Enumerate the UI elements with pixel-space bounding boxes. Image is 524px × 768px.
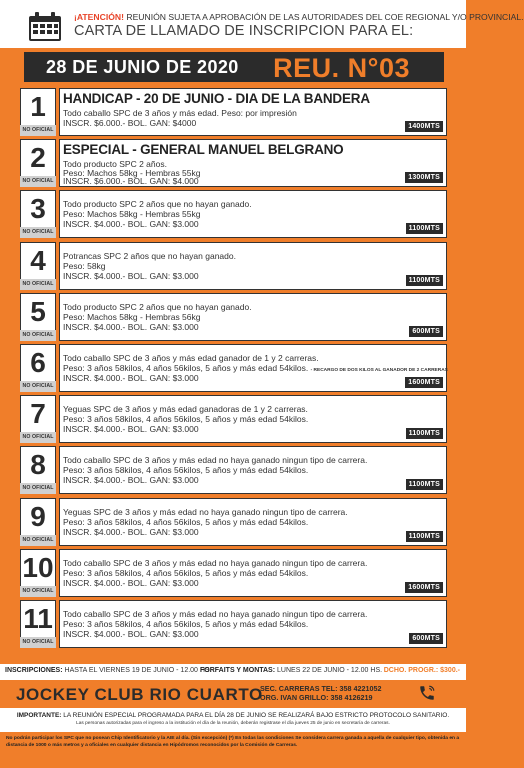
race-condition-text: Peso: 3 años 58kilos, 4 años 56kilos, 5 años y más edad 54kilos. bbox=[63, 465, 309, 476]
race-condition-line bbox=[63, 424, 199, 434]
race-number: 1 bbox=[30, 91, 46, 122]
race-condition-line bbox=[63, 312, 200, 322]
race-condition-text: Todo producto SPC 2 años que no hayan ganado. bbox=[63, 301, 252, 312]
phone-line-1: SEC. CARRERAS TEL: 358 4221052 bbox=[260, 684, 382, 693]
race-condition-line bbox=[63, 271, 199, 281]
race-distance: 1100MTS bbox=[406, 275, 443, 286]
race-condition-line bbox=[63, 199, 252, 209]
program-fee: DCHO. PROGR.: $300.- bbox=[383, 667, 460, 674]
race-details bbox=[59, 242, 447, 290]
race-number-box bbox=[20, 88, 56, 136]
race-condition-line bbox=[63, 619, 308, 629]
race-status-label: NO OFICIAL bbox=[20, 381, 56, 392]
race-distance: 1300MTS bbox=[405, 172, 443, 183]
race-card bbox=[20, 293, 448, 341]
race-condition-line bbox=[63, 373, 199, 383]
race-condition-text: INSCR. $6.000.- BOL. GAN: $4.000 bbox=[63, 176, 199, 187]
inscriptions-bar bbox=[0, 664, 466, 680]
race-card bbox=[20, 395, 448, 443]
race-distance: 1100MTS bbox=[406, 479, 443, 490]
race-condition-line bbox=[63, 302, 252, 312]
race-distance: 1100MTS bbox=[406, 531, 443, 542]
race-condition-line bbox=[63, 629, 199, 639]
race-condition-line bbox=[63, 475, 199, 485]
race-condition-line bbox=[63, 414, 308, 424]
race-number: 3 bbox=[30, 193, 46, 225]
race-details bbox=[59, 88, 447, 136]
race-condition-line bbox=[63, 465, 308, 475]
race-status-label: NO OFICIAL bbox=[20, 227, 56, 238]
race-condition-text: Peso: Machos 58kg - Hembras 56kg bbox=[63, 311, 201, 322]
race-condition-line bbox=[63, 108, 297, 118]
attention-label: ¡ATENCIÓN! bbox=[74, 12, 124, 22]
race-condition-line bbox=[63, 251, 236, 261]
race-details bbox=[59, 446, 447, 494]
forfaits-deadline bbox=[200, 667, 382, 674]
race-condition-text: INSCR. $4.000.- BOL. GAN: $3.000 bbox=[63, 628, 199, 639]
race-number-box bbox=[20, 293, 56, 341]
race-condition-line bbox=[63, 578, 199, 588]
race-card bbox=[20, 549, 448, 597]
race-status-label: NO OFICIAL bbox=[20, 330, 56, 341]
race-number: 10 bbox=[22, 551, 54, 583]
attention-line bbox=[74, 12, 524, 22]
race-number-box bbox=[20, 242, 56, 290]
race-status-label: NO OFICIAL bbox=[20, 586, 56, 597]
race-number: 11 bbox=[23, 602, 53, 634]
race-number: 8 bbox=[30, 449, 46, 481]
race-condition-text: INSCR. $4.000.- BOL. GAN: $3.000 bbox=[63, 526, 199, 537]
race-condition-text: INSCR. $4.000.- BOL. GAN: $3.000 bbox=[63, 219, 199, 230]
important-notice bbox=[0, 708, 466, 732]
race-condition-text: Peso: Machos 58kg - Hembras 55kg bbox=[63, 209, 201, 220]
race-details bbox=[59, 344, 447, 392]
race-condition-text: Peso: 3 años 58kilos, 4 años 56kilos, 5 años y más edad 54kilos. bbox=[63, 516, 309, 527]
inscriptions-label: INSCRIPCIONES: bbox=[5, 667, 63, 674]
race-details bbox=[59, 190, 447, 238]
race-title: HANDICAP - 20 DE JUNIO - DIA DE LA BANDERA bbox=[63, 91, 370, 106]
reunion-number: REU. N°03 bbox=[273, 53, 410, 83]
race-condition-text: INSCR. $4.000.- BOL. GAN: $3.000 bbox=[63, 372, 199, 383]
race-condition-text: Todo caballo SPC de 3 años y más edad. Peso: por impresión bbox=[63, 108, 297, 118]
phone-line-2: ORG. IVAN GRILLO: 358 4126219 bbox=[260, 693, 373, 702]
date-bar bbox=[24, 52, 444, 82]
race-status-label: NO OFICIAL bbox=[20, 279, 56, 290]
race-card bbox=[20, 446, 448, 494]
race-condition-text: Peso: 3 años 58kilos, 4 años 56kilos, 5 años y más edad 54kilos. bbox=[63, 414, 309, 425]
race-condition-line bbox=[63, 507, 348, 517]
race-condition-text: INSCR. $4.000.- BOL. GAN: $3.000 bbox=[63, 321, 199, 332]
race-condition-text: INSCR. $6.000.- BOL. GAN: $4000 bbox=[63, 118, 197, 128]
race-note: - RECARGO DE DOS KILOS AL GANADOR DE 2 CARRERAS bbox=[310, 367, 448, 373]
race-number-box bbox=[20, 600, 56, 648]
race-title: ESPECIAL - GENERAL MANUEL BELGRANO bbox=[63, 142, 344, 158]
race-card bbox=[20, 190, 448, 238]
race-condition-line bbox=[63, 558, 367, 568]
race-card bbox=[20, 498, 448, 546]
race-number-box bbox=[20, 139, 56, 187]
race-status-label: NO OFICIAL bbox=[20, 483, 56, 494]
race-condition-line bbox=[63, 404, 308, 414]
race-condition-text: Peso: 58kg bbox=[63, 260, 106, 271]
race-distance: 1100MTS bbox=[406, 223, 443, 234]
race-number-box bbox=[20, 190, 56, 238]
race-details bbox=[59, 498, 447, 546]
race-list bbox=[20, 88, 448, 651]
forfaits-label: FORFAITS Y MONTAS: bbox=[200, 667, 276, 674]
race-card bbox=[20, 242, 448, 290]
race-number-box bbox=[20, 498, 56, 546]
race-card bbox=[20, 600, 448, 648]
meeting-date: 28 DE JUNIO DE 2020 bbox=[46, 57, 239, 77]
attention-text: REUNIÓN SUJETA A APROBACIÓN DE LAS AUTORIDADES DEL COE REGIONAL Y/O PROVINCIAL. bbox=[126, 12, 524, 22]
race-condition-text: Peso: 3 años 58kilos, 4 años 56kilos, 5 años y más edad 54kilos. bbox=[63, 567, 309, 578]
race-condition-text: Todo producto SPC 2 años que no hayan ganado. bbox=[63, 199, 252, 210]
race-distance: 1400MTS bbox=[405, 121, 443, 132]
carta-title: CARTA DE LLAMADO DE INSCRIPCION PARA EL: bbox=[74, 23, 414, 39]
race-condition-text: Yeguas SPC de 3 años y más edad no haya ganado ningun tipo de carrera. bbox=[63, 506, 348, 517]
race-number-box bbox=[20, 446, 56, 494]
inscriptions-text: HASTA EL VIERNES 19 DE JUNIO - 12.00 HS. bbox=[64, 667, 212, 674]
race-details bbox=[59, 139, 447, 187]
race-number-box bbox=[20, 344, 56, 392]
race-condition-line bbox=[63, 609, 367, 619]
race-condition-line bbox=[63, 568, 308, 578]
race-status-label: NO OFICIAL bbox=[20, 176, 56, 187]
race-number-box bbox=[20, 549, 56, 597]
race-distance: 1100MTS bbox=[406, 428, 443, 439]
race-details bbox=[59, 293, 447, 341]
race-condition-text: Peso: 3 años 58kilos, 4 años 56kilos, 5 años y más edad 54kilos. bbox=[63, 618, 309, 629]
race-distance: 600MTS bbox=[409, 633, 443, 644]
race-condition-line bbox=[63, 176, 199, 186]
race-condition-line bbox=[63, 118, 196, 128]
race-condition-line bbox=[63, 209, 200, 219]
race-condition-line bbox=[63, 261, 106, 271]
race-number-box bbox=[20, 395, 56, 443]
club-phones bbox=[260, 684, 381, 702]
header bbox=[0, 0, 524, 48]
race-condition-text: Todo caballo SPC de 3 años y más edad no haya ganado ningun tipo de carrera. bbox=[63, 608, 368, 619]
race-number: 7 bbox=[30, 398, 46, 430]
race-condition-text: Potrancas SPC 2 años que no hayan ganado. bbox=[63, 250, 236, 261]
race-condition-text: INSCR. $4.000.- BOL. GAN: $3.000 bbox=[63, 475, 199, 486]
race-status-label: NO OFICIAL bbox=[20, 432, 56, 443]
race-number: 6 bbox=[30, 346, 46, 378]
race-status-label: NO OFICIAL bbox=[20, 535, 56, 546]
club-name: JOCKEY CLUB RIO CUARTO bbox=[16, 685, 263, 704]
race-card bbox=[20, 139, 448, 187]
race-condition-text: Todo caballo SPC de 3 años y más edad ganador de 1 y 2 carreras. bbox=[63, 352, 319, 363]
inscriptions-deadline bbox=[5, 667, 212, 674]
race-condition-line bbox=[63, 353, 319, 363]
race-condition-text: Peso: Machos 58kg - Hembras 55kg bbox=[63, 167, 201, 178]
race-status-label: NO OFICIAL bbox=[20, 125, 56, 136]
race-condition-text: Peso: 3 años 58kilos, 4 años 56kilos, 5 años y más edad 54kilos. bbox=[63, 362, 309, 373]
race-condition-text: Todo producto SPC 2 años. bbox=[63, 159, 167, 170]
race-condition-text: Yeguas SPC de 3 años y más edad ganadoras de 1 y 2 carreras. bbox=[63, 404, 308, 415]
race-distance: 1600MTS bbox=[405, 582, 443, 593]
race-number: 5 bbox=[30, 295, 46, 327]
race-distance: 1600MTS bbox=[405, 377, 443, 388]
race-condition-line bbox=[63, 527, 199, 537]
race-card bbox=[20, 344, 448, 392]
race-condition-text: INSCR. $4.000.- BOL. GAN: $3.000 bbox=[63, 424, 199, 435]
race-distance: 600MTS bbox=[409, 326, 443, 337]
calendar-icon bbox=[28, 12, 62, 42]
phone-icon bbox=[418, 684, 436, 702]
forfaits-text: LUNES 22 DE JUNIO - 12.00 HS. bbox=[277, 667, 383, 674]
race-condition-text: Todo caballo SPC de 3 años y más edad no haya ganado ningun tipo de carrera. bbox=[63, 455, 368, 466]
race-details bbox=[59, 549, 447, 597]
important-subtext: Las personas autorizadas para el ingreso a la institución el día de la reunión, deberán registrase el día jueves 25 de junio en secretaría de carreras. bbox=[76, 721, 390, 726]
race-card bbox=[20, 88, 448, 136]
race-number: 2 bbox=[30, 142, 46, 174]
club-bar bbox=[16, 682, 446, 708]
important-text: LA REUNIÓN ESPECIAL PROGRAMADA PARA EL DÍA 28 DE JUNIO SE REALIZARÁ BAJO ESTRICTO PROTOCOLO SANITARIO. bbox=[63, 712, 450, 719]
important-label: IMPORTANTE: bbox=[16, 712, 62, 719]
important-line bbox=[0, 708, 466, 720]
race-status-label: NO OFICIAL bbox=[20, 637, 56, 648]
race-condition-text: INSCR. $4.000.- BOL. GAN: $3.000 bbox=[63, 270, 199, 281]
race-condition-line bbox=[63, 219, 199, 229]
race-details bbox=[59, 395, 447, 443]
race-condition-line bbox=[63, 455, 367, 465]
race-condition-line bbox=[63, 322, 199, 332]
footer-note: No podrán participar los SPC que no posean Chip Identificatorio y la AIE al día. (Sin excepción) (*) En todas las condiciones Se considera carrera ganada a aquella de cualquier tipo, obtenida en a distancia de 1000 o más metros y a oficiales en cualquier distancia en Hipódromos reconocidos por la Comisión de Carreras. bbox=[6, 736, 460, 748]
race-condition-line bbox=[63, 517, 308, 527]
race-condition-text: Todo caballo SPC de 3 años y más edad no haya ganado ningun tipo de carrera. bbox=[63, 557, 368, 568]
race-condition-text: INSCR. $4.000.- BOL. GAN: $3.000 bbox=[63, 577, 199, 588]
race-number: 4 bbox=[30, 244, 46, 276]
race-details bbox=[59, 600, 447, 648]
race-number: 9 bbox=[30, 500, 46, 532]
